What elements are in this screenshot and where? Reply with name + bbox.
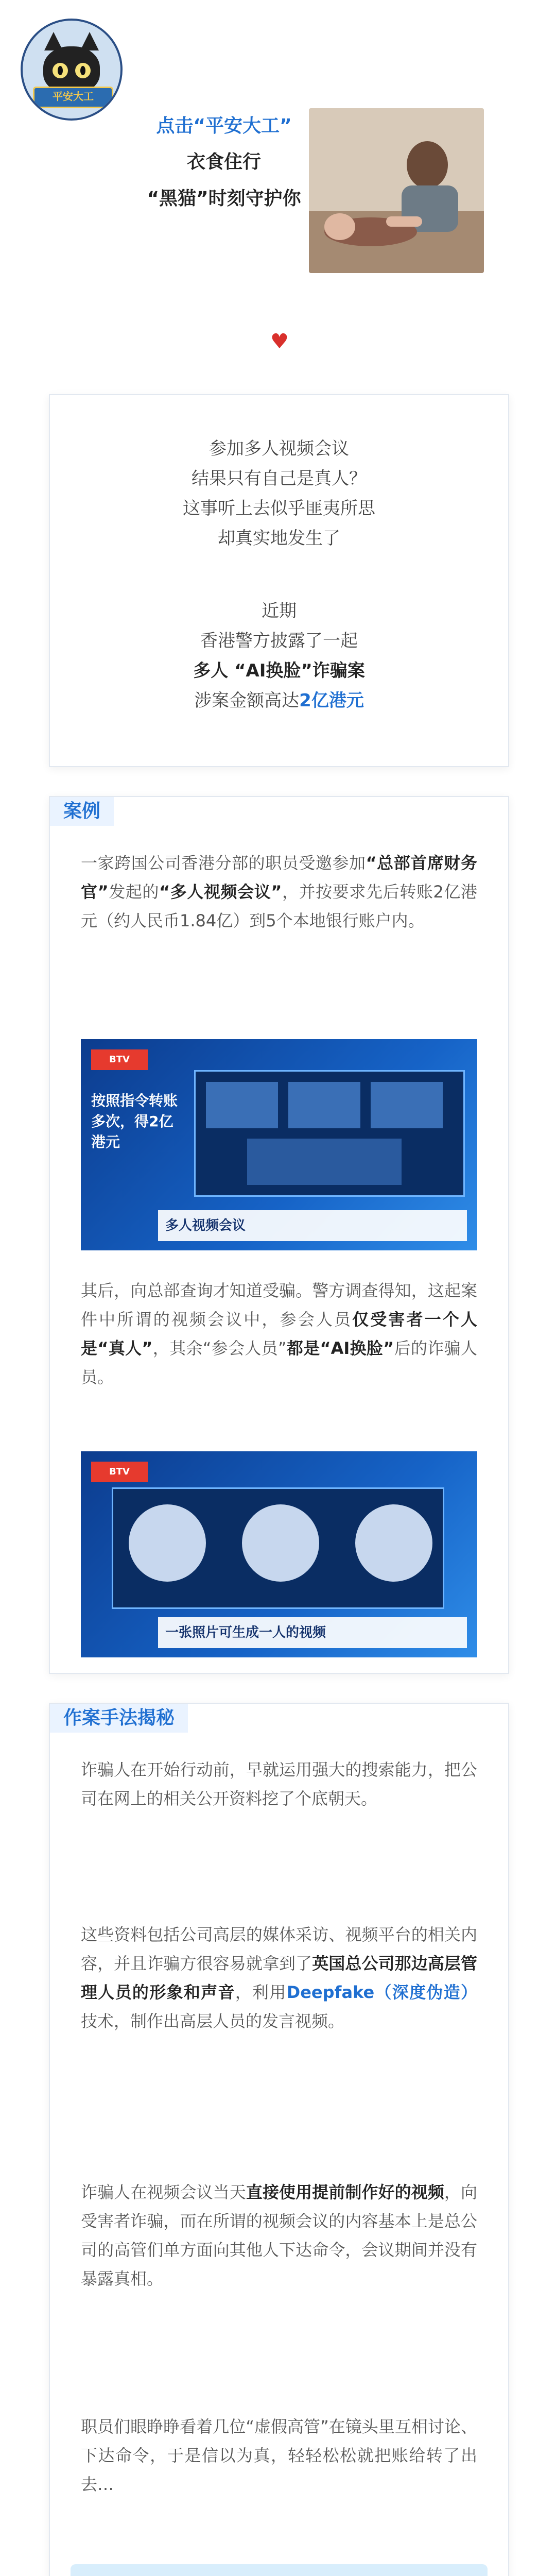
mascot-logo xyxy=(21,19,123,121)
news-faces-screen xyxy=(112,1487,444,1609)
intro-card xyxy=(49,394,509,767)
method-para-3 xyxy=(81,2178,477,2293)
case-news-image-1 xyxy=(81,1039,477,1250)
intro-line: 参加多人视频会议 xyxy=(209,438,349,459)
method-para-4: 职员们眼睁睁看着几位“虚假高管”在镜头里互相讨论、下达命令，于是信以为真，轻轻松松就把账给转了出去… xyxy=(81,2417,477,2494)
news-channel-tag: BTV xyxy=(91,1462,148,1482)
text-segment: 技术，制作出高层人员的发言视频。 xyxy=(81,2011,345,2031)
news-side-text: 按照指令转账多次，得2亿港元 xyxy=(91,1092,178,1150)
text-segment: ，并按要求先后转账2亿港元（约人民币1.84亿）到5个本地银行账户内。 xyxy=(81,882,477,930)
heart-icon: ♥ xyxy=(270,330,289,353)
text-segment: ，向受害者诈骗，而在所谓的视频会议的内容基本上是总公司的高管们单方面向其他人下达命令，会议期间并没有暴露真相。 xyxy=(81,2182,477,2289)
intro-line2: 衣食住行 xyxy=(186,151,261,173)
text-segment: 英国总公司那边高层管理人员的形象和声音 xyxy=(81,1954,477,2002)
intro-highlight-2-amount: 2亿港元 xyxy=(299,690,364,711)
mascot-banner: 平安大工 xyxy=(33,87,113,108)
text-segment: 发起的 xyxy=(108,882,160,902)
case-card xyxy=(49,796,509,1674)
intro-prefix: 点击 xyxy=(156,115,194,137)
intro-line: 结果只有自己是真人？ xyxy=(192,468,367,489)
intro-line3: “黑猫”时刻守护你 xyxy=(147,188,301,209)
method-title: 作案手法揭秘 xyxy=(50,1704,188,1733)
intro-card-lines2 xyxy=(50,596,508,716)
text-segment: “总部首席财务官” xyxy=(81,853,477,902)
text-segment: 其后，向总部查询才知道受骗。警方调查得知，这起案件中所谓的视频会议中，参会人员 xyxy=(81,1281,477,1329)
text-segment: 后的诈骗人员。 xyxy=(81,1338,477,1387)
text-segment: “多人视频会议” xyxy=(159,882,282,902)
rescue-illustration xyxy=(309,108,484,273)
case-para-2 xyxy=(81,1276,477,1392)
intro-highlight-2 xyxy=(50,686,508,716)
intro-text xyxy=(139,113,309,212)
text-segment: Deepfake（深度伪造） xyxy=(286,1982,477,2002)
text-segment: 诈骗人在视频会议当天 xyxy=(81,2182,246,2202)
intro-line: 近期 xyxy=(262,601,297,621)
intro-line: 这事听上去似乎匪夷所思 xyxy=(183,498,375,519)
text-segment: 都是“AI换脸” xyxy=(286,1338,394,1358)
news-channel-tag: BTV xyxy=(91,1049,148,1070)
steps-illustration xyxy=(71,2564,488,2576)
case-para-1 xyxy=(81,849,477,935)
news-meeting-screen xyxy=(194,1070,465,1197)
text-segment: ，利用 xyxy=(235,1982,287,2002)
case-news-image-2 xyxy=(81,1451,477,1657)
news-caption-1: 多人视频会议 xyxy=(158,1210,467,1241)
rescue-illustration-svg xyxy=(309,108,484,273)
text-segment: ，其余“参会人员” xyxy=(152,1338,287,1358)
intro-card-lines xyxy=(50,434,508,553)
text-segment: 这些资料包括公司高层的媒体采访、视频平台的相关内容，并且诈骗方很容易就拿到了 xyxy=(81,1925,477,1973)
intro-highlight[interactable]: “平安大工” xyxy=(193,115,292,137)
text-segment: 一家跨国公司香港分部的职员受邀参加 xyxy=(81,853,366,873)
method-para-1: 诈骗人在开始行动前，早就运用强大的搜索能力，把公司在网上的相关公开资料挖了个底朝天。 xyxy=(81,1760,477,1808)
intro-line: 香港警方披露了一起 xyxy=(200,631,358,651)
method-card xyxy=(49,1703,509,2576)
text-segment: 直接使用提前制作好的视频 xyxy=(246,2182,444,2202)
intro-highlight-1: 多人 “AI换脸”诈骗案 xyxy=(193,660,365,681)
text-segment: 仅受害者一个人是“真人” xyxy=(81,1310,477,1358)
news-caption-2: 一张照片可生成一人的视频 xyxy=(158,1617,467,1648)
intro-line: 却真实地发生了 xyxy=(218,528,340,549)
case-title: 案例 xyxy=(50,797,114,826)
intro-highlight-2-prefix: 涉案金额高达 xyxy=(194,690,300,711)
method-para-2 xyxy=(81,1920,477,2036)
